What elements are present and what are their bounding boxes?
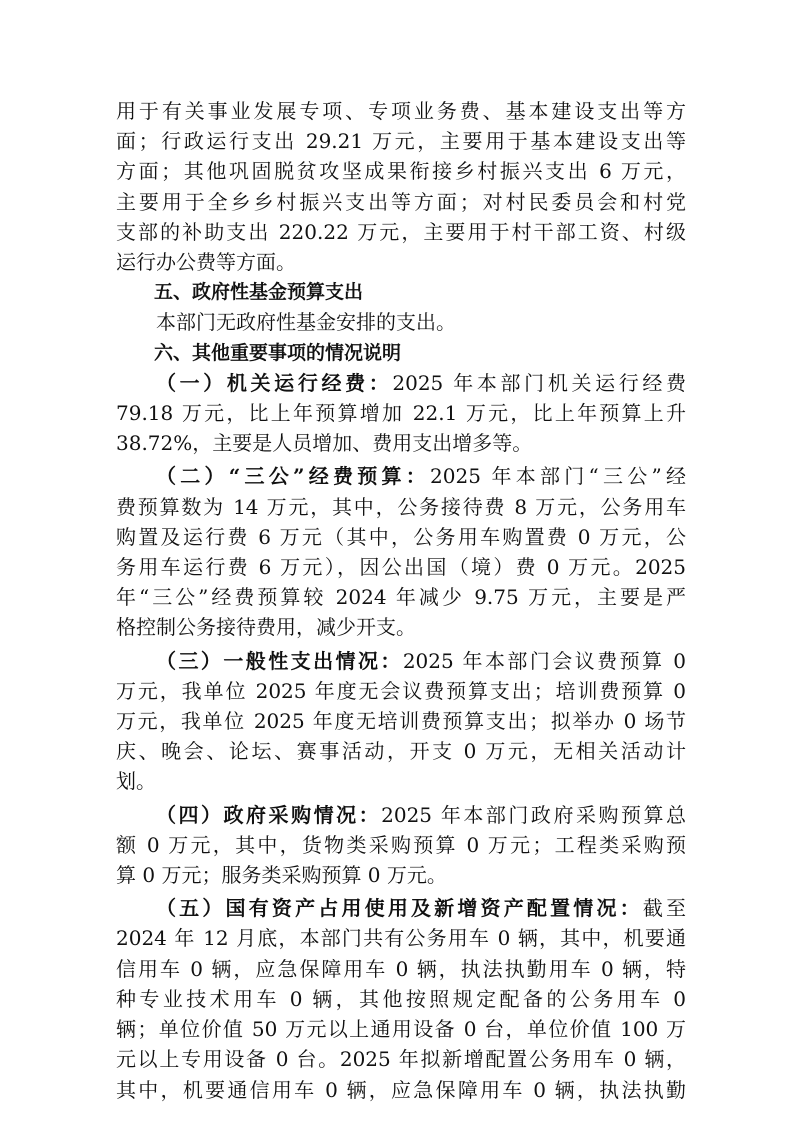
document-body xyxy=(116,96,686,1105)
text-line: 面；行政运行支出 29.21 万元，主要用于基本建设支出等 xyxy=(116,129,686,154)
text-line: 算 0 万元；服务类采购预算 0 万元。 xyxy=(116,863,447,888)
text-line: 费预算数为 14 万元，其中，公务接待费 8 万元，公务用车 xyxy=(116,494,686,519)
subsection-title: （二）“三公”经费预算： xyxy=(156,464,431,489)
text-line: 万元，我单位 2025 年度无会议费预算支出；培训费预算 0 xyxy=(116,678,686,703)
text-line: 79.18 万元，比上年预算增加 22.1 万元，比上年预算上升 xyxy=(116,401,686,426)
section-heading-6: 六、其他重要事项的情况说明 xyxy=(154,341,402,364)
text-line: 庆、晚会、论坛、赛事活动，开支 0 万元，无相关活动计 xyxy=(116,739,686,764)
text-line: 2025 年本部门会议费预算 0 xyxy=(402,648,686,673)
text-line: 务用车运行费 6 万元），因公出国（境）费 0 万元。2025 xyxy=(116,555,686,580)
subsection-title: （一）机关运行经费： xyxy=(156,370,393,395)
paragraph-expenditure-details xyxy=(116,96,686,277)
text-line: 划。 xyxy=(116,769,156,794)
text-line: 年“三公”经费预算较 2024 年减少 9.75 万元，主要是严 xyxy=(116,585,686,610)
text-line: 种专业技术用车 0 辆，其他按照规定配备的公务用车 0 xyxy=(116,986,686,1011)
paragraph-operating-expenses xyxy=(116,368,686,459)
paragraph-three-public xyxy=(116,461,686,642)
text-line: 购置及运行费 6 万元（其中，公务用车购置费 0 万元，公 xyxy=(116,524,686,549)
text-line: 2024 年 12 月底，本部门共有公务用车 0 辆，其中，机要通 xyxy=(116,926,686,951)
subsection-title: （四）政府采购情况： xyxy=(156,802,382,827)
paragraph-state-assets xyxy=(116,893,686,1104)
paragraph-general-expenses xyxy=(116,646,686,797)
text-line: 2025 年本部门政府采购预算总 xyxy=(381,802,687,827)
text-line: 格控制公务接待费用，减少开支。 xyxy=(116,615,416,640)
text-line: 用于有关事业发展专项、专项业务费、基本建设支出等方 xyxy=(116,99,686,123)
text-line: 辆；单位价值 50 万元以上通用设备 0 台，单位价值 100 万 xyxy=(116,1017,686,1042)
text-line: 其中，机要通信用车 0 辆，应急保障用车 0 辆，执法执勤 xyxy=(116,1077,686,1102)
text-line: 元以上专用设备 0 台。2025 年拟新增配置公务用车 0 辆， xyxy=(116,1047,686,1072)
text-line: 截至 xyxy=(642,896,687,921)
text-line: 万元，我单位 2025 年度无培训费预算支出；拟举办 0 场节 xyxy=(116,709,686,734)
text-line: 额 0 万元，其中，货物类采购预算 0 万元；工程类采购预 xyxy=(116,832,686,857)
subsection-title: （三）一般性支出情况： xyxy=(156,648,403,673)
text-line: 2025 年本部门“三公”经 xyxy=(430,464,686,489)
text-line: 主要用于全乡乡村振兴支出等方面；对村民委员会和村党 xyxy=(116,189,686,214)
text-line: 运行办公费等方面。 xyxy=(116,250,296,275)
text-line: 支部的补助支出 220.22 万元，主要用于村干部工资、村级 xyxy=(116,219,686,244)
text-line: 2025 年本部门机关运行经费 xyxy=(392,370,686,395)
text-line: 38.72%，主要是人员增加、费用支出增多等。 xyxy=(116,431,533,456)
paragraph-gov-fund: 本部门无政府性基金安排的支出。 xyxy=(156,310,456,335)
text-line: 方面；其他巩固脱贫攻坚成果衔接乡村振兴支出 6 万元， xyxy=(116,159,686,184)
section-heading-5: 五、政府性基金预算支出 xyxy=(154,281,364,304)
subsection-title: （五）国有资产占用使用及新增资产配置情况： xyxy=(156,896,643,921)
paragraph-procurement xyxy=(116,800,686,891)
text-line: 信用车 0 辆，应急保障用车 0 辆，执法执勤用车 0 辆，特 xyxy=(116,956,686,981)
